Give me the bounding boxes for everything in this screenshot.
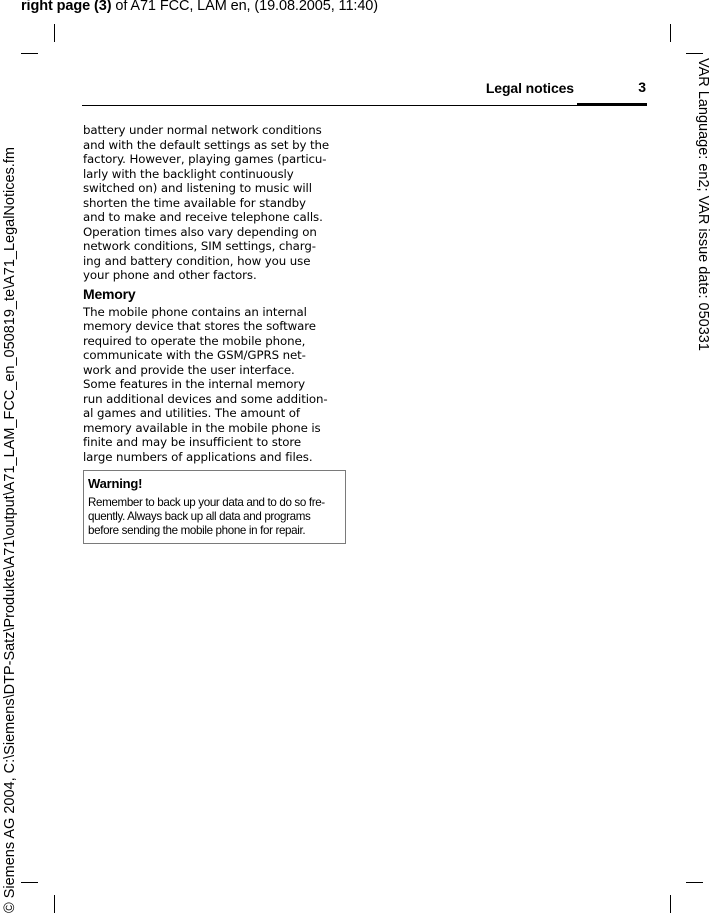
battery-paragraph: battery under normal network conditions and with the default settings as set by the factory. However, playing games (particu- larly with the backlight continuously switched on) and listening to music will shorten the time available for standby and to make and receive telephone calls. Operation times also vary depending on network conditions, SIM settings, charg- ing and battery condition, how you use your phone and other factors. bbox=[83, 123, 330, 282]
header-rule bbox=[82, 105, 647, 106]
memory-paragraph: The mobile phone contains an internal memory device that stores the software required to operate the mobile phone, communicate with the GSM/GPRS net- work and provide the user interface. Some features in the internal memory run additional devices and some addition- al games and utilities. The amount of memory available in the mobile phone is finite and may be insufficient to store large numbers of applications and files. bbox=[83, 304, 328, 464]
page-header bbox=[82, 78, 647, 108]
crop-mark bbox=[54, 24, 55, 42]
page-indicator: right page (3) bbox=[21, 0, 112, 14]
crop-mark bbox=[21, 882, 38, 883]
crop-mark bbox=[670, 24, 671, 42]
warning-box bbox=[83, 470, 346, 544]
crop-mark bbox=[670, 895, 671, 913]
running-title: Legal notices bbox=[485, 80, 574, 96]
text-column bbox=[83, 123, 353, 544]
page-number: 3 bbox=[638, 79, 646, 95]
copyright-file-path: © Siemens AG 2004, C:\Siemens\DTP-Satz\Produkte\A71\output\A71_LAM_FCC_en_050819_te\A71_LegalNotices.fm bbox=[2, 147, 18, 913]
crop-mark bbox=[54, 895, 55, 913]
document-meta-line bbox=[21, 0, 378, 14]
crop-mark bbox=[686, 882, 703, 883]
warning-text: Remember to back up your data and to do so fre- quently. Always back up all data and programs before sending the mobile phone in for repair. bbox=[88, 496, 325, 537]
crop-mark bbox=[686, 53, 703, 54]
memory-heading: Memory bbox=[83, 285, 136, 302]
header-rule-accent bbox=[577, 103, 647, 106]
warning-title: Warning! bbox=[88, 476, 143, 491]
crop-mark bbox=[21, 53, 38, 54]
document-meta-details: of A71 FCC, LAM en, (19.08.2005, 11:40) bbox=[111, 0, 378, 14]
variant-info: VAR Language: en2; VAR issue date: 050331 bbox=[695, 58, 711, 351]
